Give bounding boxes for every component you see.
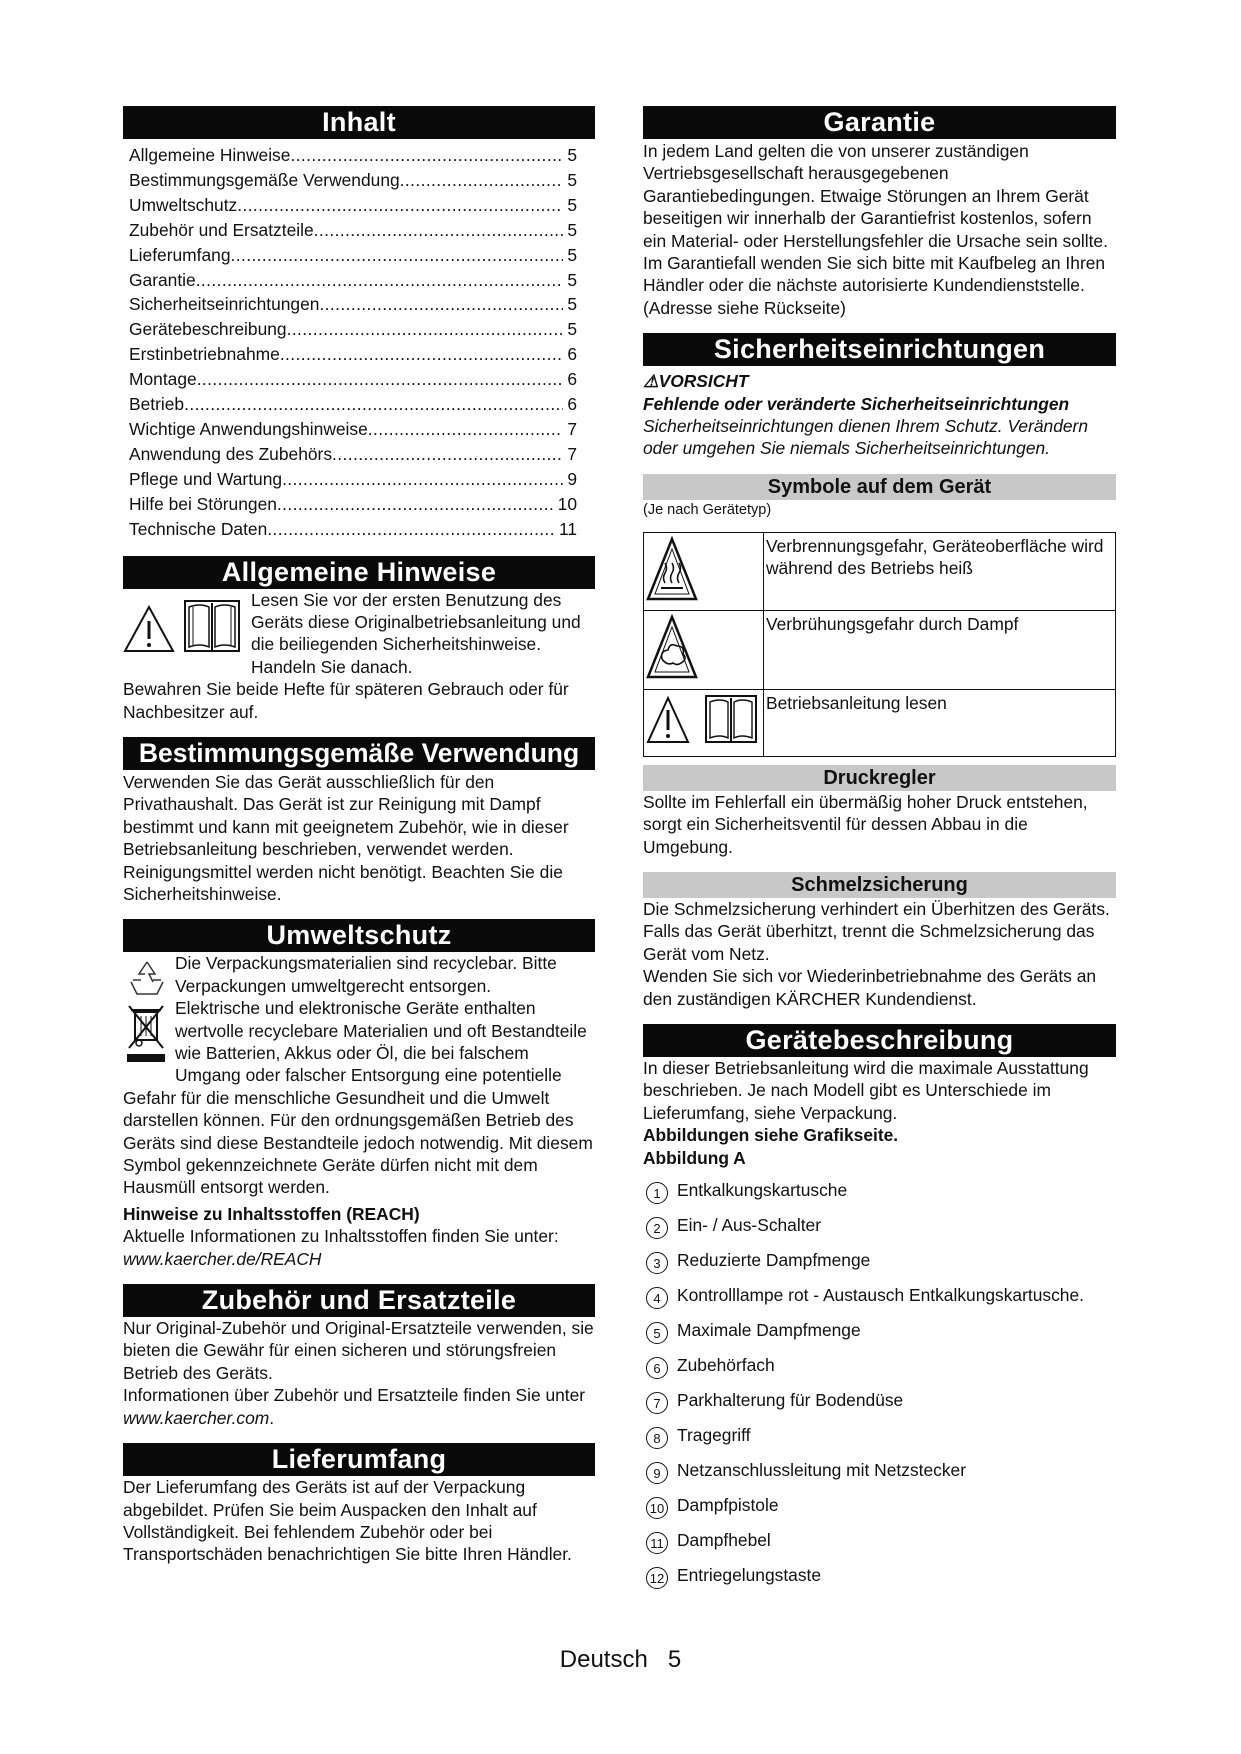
symbol-cell — [644, 689, 764, 756]
item-label: Tragegriff — [677, 1424, 751, 1445]
item-number-badge: 4 — [646, 1287, 668, 1309]
symbol-cell — [644, 532, 764, 610]
toc-entry-page: 6 — [567, 394, 577, 415]
item-label: Ein- / Aus-Schalter — [677, 1214, 822, 1235]
symbol-text-cell: Verbrennungsgefahr, Geräteoberfläche wird während des Betriebs heiß — [764, 532, 1116, 610]
list-item — [643, 1494, 1116, 1519]
list-item — [643, 1459, 1116, 1484]
symbols-table — [643, 532, 1116, 757]
environment-icons — [123, 958, 175, 1083]
toc-entry-page: 5 — [567, 169, 577, 190]
recycling-icon — [131, 962, 163, 994]
item-number-badge: 7 — [646, 1392, 668, 1414]
list-item — [643, 1424, 1116, 1449]
toc-leader-dots — [400, 168, 564, 193]
toc-entry-page: 10 — [557, 493, 577, 514]
reach-link[interactable]: www.kaercher.de/REACH — [123, 1248, 322, 1269]
page-footer — [0, 1645, 1241, 1675]
list-item — [643, 1284, 1116, 1309]
toc-entry-title: Wichtige Anwendungshinweise — [129, 418, 368, 439]
liefer-heading: Lieferumfang — [123, 1443, 595, 1476]
toc-entry-page: 11 — [558, 518, 577, 539]
symbol-text-cell: Betriebsanleitung lesen — [764, 689, 1116, 756]
toc-entry-title: Technische Daten — [129, 518, 268, 539]
reach-title: Hinweise zu Inhaltsstoffen (REACH) — [123, 1203, 420, 1224]
toc-entry[interactable] — [129, 467, 595, 492]
table-row — [644, 611, 1116, 689]
vorsicht-text: VORSICHT — [658, 371, 749, 392]
left-column — [123, 106, 595, 1566]
symbol-cell — [644, 611, 764, 689]
item-number-badge: 1 — [646, 1182, 668, 1204]
toc-entry[interactable] — [129, 367, 595, 392]
toc-entry[interactable] — [129, 143, 595, 168]
list-item — [643, 1214, 1116, 1239]
allgemeine-heading: Allgemeine Hinweise — [123, 556, 595, 589]
warning-and-manual-icons — [123, 593, 251, 663]
sicherheit-heading: Sicherheitseinrichtungen — [643, 333, 1116, 366]
toc-entry[interactable] — [129, 268, 595, 293]
list-item — [643, 1529, 1116, 1554]
toc-entry[interactable] — [129, 243, 595, 268]
zubehoer-text-2 — [123, 1384, 595, 1429]
toc-entry-title: Allgemeine Hinweise — [129, 145, 291, 165]
garantie-text-1: In jedem Land gelten die von unserer zuständigen Vertriebsgesellschaft herausgegebenen Garantiebedingungen. Etwaige Störungen an Ihrem Gerät beseitigen wir innerhalb der Garantiefrist kostenlos, sofern ein Material- oder Herstellungsfehler die Ursache sein sollte. Im Garantiefall wenden Sie sich bitte mit Kaufbeleg an Ihren Händler oder die nächste autorisierte Kundendienststelle. — [643, 141, 1108, 296]
toc-entry-page: 6 — [567, 369, 577, 390]
zubehoer-heading: Zubehör und Ersatzteile — [123, 1284, 595, 1317]
item-number-badge: 9 — [646, 1462, 668, 1484]
toc-entry-page: 5 — [567, 145, 577, 165]
list-item — [643, 1354, 1116, 1379]
schmelz-heading: Schmelzsicherung — [643, 872, 1116, 898]
right-column — [643, 106, 1116, 1589]
toc-entry-page: 5 — [567, 194, 577, 215]
toc-entry[interactable] — [129, 292, 595, 317]
read-manual-icon — [644, 690, 762, 748]
zubehoer-text-2-suffix: . — [269, 1407, 275, 1428]
druck-text: Sollte im Fehlerfall ein übermäßig hoher Druck entstehen, sorgt ein Sicherheitsventil für dessen Abbau in die Umgebung. — [643, 791, 1088, 857]
zubehoer-text-2-prefix: Informationen über Zubehör und Ersatzteile finden Sie unter — [123, 1385, 586, 1406]
reach-text-prefix: Aktuelle Informationen zu Inhaltsstoffen finden Sie unter: — [123, 1226, 559, 1247]
symbol-text-cell: Verbrühungsgefahr durch Dampf — [764, 611, 1116, 689]
toc-leader-dots — [267, 517, 555, 542]
warning-triangle-icon — [123, 593, 251, 659]
reach-text — [123, 1225, 595, 1270]
toc-entry-title: Umweltschutz — [129, 194, 238, 215]
abbildungen-note: Abbildungen siehe Grafikseite. — [643, 1125, 899, 1146]
crossed-bin-icon — [127, 1006, 165, 1062]
table-row — [644, 689, 1116, 756]
toc-leader-dots — [368, 417, 564, 442]
toc-leader-dots — [237, 193, 563, 218]
footer-page-number: 5 — [667, 1646, 682, 1673]
list-item — [643, 1564, 1116, 1589]
toc-entry-title: Pflege und Wartung — [129, 468, 283, 489]
parts-list — [643, 1179, 1116, 1589]
toc-entry-title: Anwendung des Zubehörs — [129, 443, 333, 464]
item-label: Parkhalterung für Bodendüse — [677, 1389, 904, 1410]
item-label: Entriegelungstaste — [677, 1564, 822, 1585]
item-number-badge: 2 — [646, 1217, 668, 1239]
item-label: Maximale Dampfmenge — [677, 1319, 861, 1340]
toc-leader-dots — [280, 342, 564, 367]
list-item — [643, 1249, 1116, 1274]
toc-leader-dots — [196, 268, 564, 293]
toc-leader-dots — [282, 467, 563, 492]
toc-entry[interactable] — [129, 442, 595, 467]
allgemeine-text-2: Bewahren Sie beide Hefte für späteren Gebrauch oder für Nachbesitzer auf. — [123, 679, 569, 722]
toc-entry-title: Hilfe bei Störungen — [129, 493, 277, 514]
item-number-badge: 11 — [646, 1532, 668, 1554]
bestimmung-text: Verwenden Sie das Gerät ausschließlich für den Privathaushalt. Das Gerät ist zur Reinigung mit Dampf bestimmt und kann mit geeignetem Zubehör, wie in dieser Betriebsanleitung beschrieben, verwendet werden. Reinigungsmittel werden nicht benötigt. Beachten Sie die Sicherheitshinweise. — [123, 771, 569, 904]
toc-leader-dots — [231, 243, 564, 268]
zubehoer-text-1: Nur Original-Zubehör und Original-Ersatzteile verwenden, sie bieten die Gewähr für einen sicheren und störungsfreien Betrieb des Geräts. — [123, 1318, 594, 1383]
toc-leader-dots — [184, 392, 563, 417]
vorsicht-label — [643, 370, 1116, 392]
schmelz-text-1: Die Schmelzsicherung verhindert ein Überhitzen des Geräts. Falls das Gerät überhitzt, trennt die Schmelzsicherung das Gerät vom Netz. — [643, 898, 1110, 964]
toc-entry-title: Garantie — [129, 269, 196, 290]
steam-scald-warning-icon — [644, 611, 762, 683]
item-number-badge: 6 — [646, 1357, 668, 1379]
toc-entry-title: Bestimmungsgemäße Verwendung — [129, 169, 400, 190]
warning-triangle-small-icon: ⚠ — [643, 371, 659, 392]
liefer-text: Der Lieferumfang des Geräts ist auf der Verpackung abgebildet. Prüfen Sie beim Auspacken den Inhalt auf Vollständigkeit. Bei fehlendem Zubehör oder bei Transportschäden benachrichtigen Sie bitte Ihren Händler. — [123, 1477, 572, 1565]
umwelt-heading: Umweltschutz — [123, 919, 595, 952]
toc-entry-title: Lieferumfang — [129, 244, 231, 265]
symbole-heading: Symbole auf dem Gerät — [643, 474, 1116, 500]
list-item — [643, 1389, 1116, 1414]
toc-entry-page: 9 — [567, 468, 577, 489]
toc-entry[interactable] — [129, 193, 595, 218]
item-label: Dampfhebel — [677, 1529, 771, 1550]
umwelt-text-1: Die Verpackungsmaterialien sind recyclebar. Bitte Verpackungen umweltgerecht entsorgen. — [175, 953, 557, 996]
item-label: Kontrolllampe rot - Austausch Entkalkungskartusche. — [677, 1284, 1084, 1305]
hot-surface-warning-icon — [644, 533, 762, 605]
toc-heading: Inhalt — [123, 106, 595, 139]
toc-leader-dots — [290, 143, 563, 168]
druck-heading: Druckregler — [643, 765, 1116, 791]
item-number-badge: 5 — [646, 1322, 668, 1344]
umwelt-section — [123, 952, 595, 1270]
garantie-heading: Garantie — [643, 106, 1116, 139]
toc-entry[interactable] — [129, 342, 595, 367]
item-number-badge: 8 — [646, 1427, 668, 1449]
toc-entry-title: Gerätebeschreibung — [129, 319, 287, 340]
table-of-contents — [129, 143, 595, 542]
toc-leader-dots — [314, 218, 564, 243]
abbildung-a-label: Abbildung A — [643, 1147, 746, 1168]
warn-title: Fehlende oder veränderte Sicherheitseinrichtungen — [643, 393, 1070, 414]
allgemeine-text-1: Lesen Sie vor der ersten Benutzung des Geräts diese Originalbetriebsanleitung und die beiliegenden Sicherheitshinweise. Handeln Sie danach. — [251, 589, 581, 677]
toc-entry-page: 7 — [567, 443, 577, 464]
toc-entry-page: 5 — [567, 219, 577, 240]
toc-entry-title: Zubehör und Ersatzteile — [129, 219, 314, 240]
toc-entry[interactable] — [129, 417, 595, 442]
toc-entry-title: Sicherheitseinrichtungen — [129, 294, 320, 315]
item-label: Reduzierte Dampfmenge — [677, 1249, 871, 1270]
toc-leader-dots — [319, 292, 563, 317]
footer-language: Deutsch — [559, 1646, 648, 1673]
toc-leader-dots — [197, 367, 564, 392]
list-item — [643, 1319, 1116, 1344]
item-number-badge: 10 — [646, 1497, 668, 1519]
toc-entry-page: 5 — [567, 319, 577, 340]
kaercher-link[interactable]: www.kaercher.com — [123, 1407, 270, 1428]
item-number-badge: 12 — [646, 1567, 668, 1589]
toc-entry-page: 5 — [567, 294, 577, 315]
umwelt-text-2: Elektrische und elektronische Geräte enthalten wertvolle recyclebare Materialien und oft Bestandteile wie Batterien, Akkus oder Öl, die bei falschem Umgang oder falscher Entsorgung eine potentielle Gefahr für die menschliche Gesundheit und die Umwelt darstellen können. Für den ordnungsgemäßen Betrieb des Geräts sind diese Bestandteile jedoch notwendig. Mit diesem Symbol gekennzeichnete Geräte dürfen nicht mit dem Hausmüll entsorgt werden. — [123, 998, 593, 1198]
allgemeine-section — [123, 589, 595, 723]
toc-entry[interactable] — [129, 492, 595, 517]
toc-leader-dots — [277, 492, 554, 517]
toc-entry[interactable] — [129, 517, 595, 542]
toc-entry[interactable] — [129, 168, 595, 193]
warn-text: Sicherheitseinrichtungen dienen Ihrem Schutz. Verändern oder umgehen Sie niemals Sicherheitseinrichtungen. — [643, 416, 1089, 459]
toc-entry-title: Montage — [129, 369, 197, 390]
toc-entry-title: Betrieb — [129, 394, 185, 415]
schmelz-text-2: Wenden Sie sich vor Wiederinbetriebnahme des Geräts an den zuständigen KÄRCHER Kundendienst. — [643, 966, 1097, 1009]
item-label: Zubehörfach — [677, 1354, 775, 1375]
geraet-text: In dieser Betriebsanleitung wird die maximale Ausstattung beschrieben. Je nach Modell gibt es Unterschiede im Lieferumfang, siehe Verpackung. — [643, 1057, 1089, 1123]
item-label: Dampfpistole — [677, 1494, 779, 1515]
toc-entry[interactable] — [129, 392, 595, 417]
table-row — [644, 532, 1116, 610]
garantie-text-2: (Adresse siehe Rückseite) — [643, 297, 846, 318]
toc-entry[interactable] — [129, 218, 595, 243]
geraet-heading: Gerätebeschreibung — [643, 1024, 1116, 1057]
symbole-note: (Je nach Gerätetyp) — [643, 501, 772, 518]
open-book-icon — [185, 601, 239, 651]
item-label: Netzanschlussleitung mit Netzstecker — [677, 1459, 966, 1480]
toc-entry-page: 5 — [567, 269, 577, 290]
toc-leader-dots — [287, 317, 564, 342]
toc-entry-page: 7 — [567, 418, 577, 439]
item-label: Entkalkungskartusche — [677, 1179, 848, 1200]
toc-entry-title: Erstinbetriebnahme — [129, 344, 280, 365]
bestimmung-heading: Bestimmungsgemäße Verwendung — [123, 737, 595, 770]
toc-entry-page: 6 — [567, 344, 577, 365]
toc-leader-dots — [332, 442, 563, 467]
item-number-badge: 3 — [646, 1252, 668, 1274]
toc-entry-page: 5 — [567, 244, 577, 265]
toc-entry[interactable] — [129, 317, 595, 342]
list-item — [643, 1179, 1116, 1204]
